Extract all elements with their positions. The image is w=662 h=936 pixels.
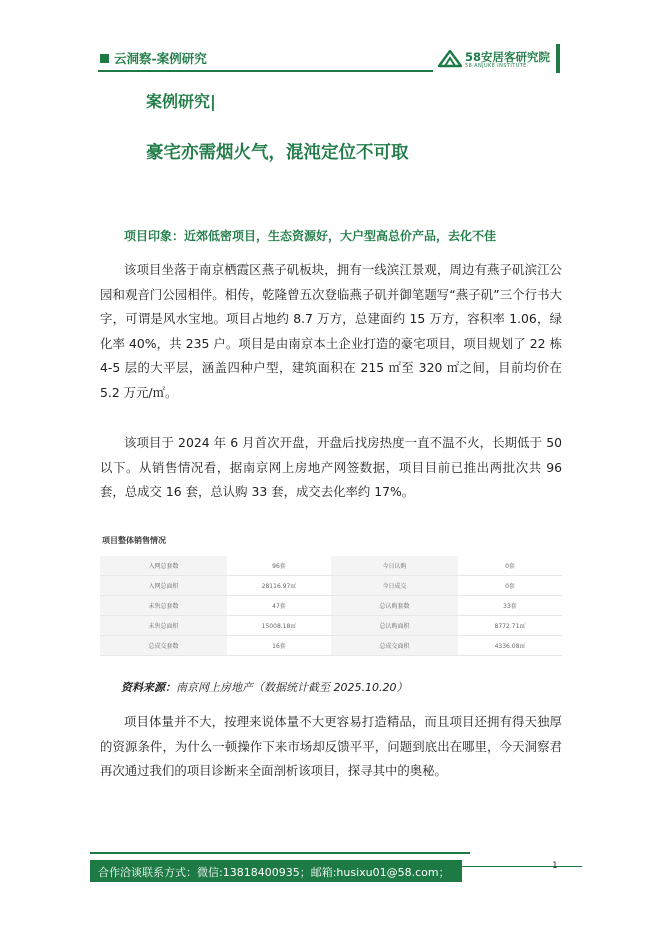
page-number: 1 — [552, 861, 558, 871]
table-label-cell: 总成交套数 — [100, 636, 227, 656]
table-label-cell: 今日认购 — [331, 556, 458, 576]
table-label-cell: 总成交面积 — [331, 636, 458, 656]
table-value-cell: 16套 — [227, 636, 331, 656]
table-value-cell: 4336.08㎡ — [458, 636, 562, 656]
section-title: 案例研究| — [146, 92, 216, 111]
table-value-cell: 15008.18㎡ — [227, 616, 331, 636]
paragraph-conclusion: 项目体量并不大，按理来说体量不大更容易打造精品，而且项目还拥有得天独厚的资源条件，为什么一顿操作下来市场却反馈平平，问题到底出在哪里，今天洞察君再次通过我们的项目诊断来全面剖析该项目，探寻其中的奥秘。 — [100, 714, 562, 778]
header-rule — [98, 70, 433, 72]
footer-rule — [90, 852, 470, 854]
table-value-cell: 96套 — [227, 556, 331, 576]
table-label-cell: 未售总套数 — [100, 596, 227, 616]
source-note — [121, 679, 407, 695]
footer-contact-bar — [90, 860, 462, 882]
header-bullet — [100, 54, 109, 63]
table-value-cell: 0套 — [458, 556, 562, 576]
table-label-cell: 入网总面积 — [100, 576, 227, 596]
table-row — [100, 576, 562, 596]
lead-summary: 项目印象：近郊低密项目，生态资源好，大户型高总价产品，去化不佳 — [124, 229, 497, 243]
logo-roof-icon — [438, 48, 462, 68]
table-value-cell: 8772.71㎡ — [458, 616, 562, 636]
table-label-cell: 总认购面积 — [331, 616, 458, 636]
footer-contact: 合作洽谈联系方式：微信:13818400935；邮箱:husixu01@58.com； — [98, 866, 450, 879]
table-row — [100, 556, 562, 576]
table-label-cell: 未售总面积 — [100, 616, 227, 636]
brand-logo — [438, 48, 551, 72]
table-value-cell: 47套 — [227, 596, 331, 616]
header-title: 云洞察-案例研究 — [114, 51, 207, 66]
sales-table — [100, 556, 562, 656]
table-label-cell: 今日成交 — [331, 576, 458, 596]
table-caption: 项目整体销售情况 — [102, 536, 166, 545]
table-row — [100, 596, 562, 616]
logo-text-cn: 58安居客研究院 — [465, 50, 551, 64]
table-row — [100, 616, 562, 636]
paragraph-sales: 该项目于 2024 年 6 月首次开盘，开盘后找房热度一直不温不火，长期低于 50 以下。从销售情况看，据南京网上房地产网签数据，项目目前已推出两批次共 96 套，总成交 16 套，总认购 33 套，成交去化率约 17%。 — [100, 435, 562, 499]
table-label-cell: 总认购套数 — [331, 596, 458, 616]
footer-rule-thin — [462, 866, 582, 867]
table-row — [100, 636, 562, 656]
table-value-cell: 33套 — [458, 596, 562, 616]
header-accent-bar — [556, 44, 560, 73]
table-label-cell: 入网总套数 — [100, 556, 227, 576]
paragraph-intro: 该项目坐落于南京栖霞区燕子矶板块，拥有一线滨江景观，周边有燕子矶滨江公园和观音门公园相伴。相传，乾隆曾五次登临燕子矶并御笔题写“燕子矶”三个行书大字，可谓是风水宝地。项目占地约 8.7 万方，总建面约 15 万方，容积率 1.06，绿化率 40%，共 235 户。项目是由南京本土企业打造的豪宅项目，项目规划了 22 栋 4-5 层的大平层，涵盖四种户型，建筑面积在 215 ㎡至 320 ㎡之间，目前均价在 5.2 万元/㎡。 — [100, 262, 562, 400]
table-value-cell: 28116.97㎡ — [227, 576, 331, 596]
page-title: 豪宅亦需烟火气，混沌定位不可取 — [146, 143, 409, 163]
source-text: 南京网上房地产（数据统计截至 2025.10.20） — [176, 681, 408, 694]
table-value-cell: 0套 — [458, 576, 562, 596]
source-label: 资料来源： — [121, 681, 176, 694]
logo-text-en: 58·ANJUKE INSTITUTE — [465, 63, 527, 69]
